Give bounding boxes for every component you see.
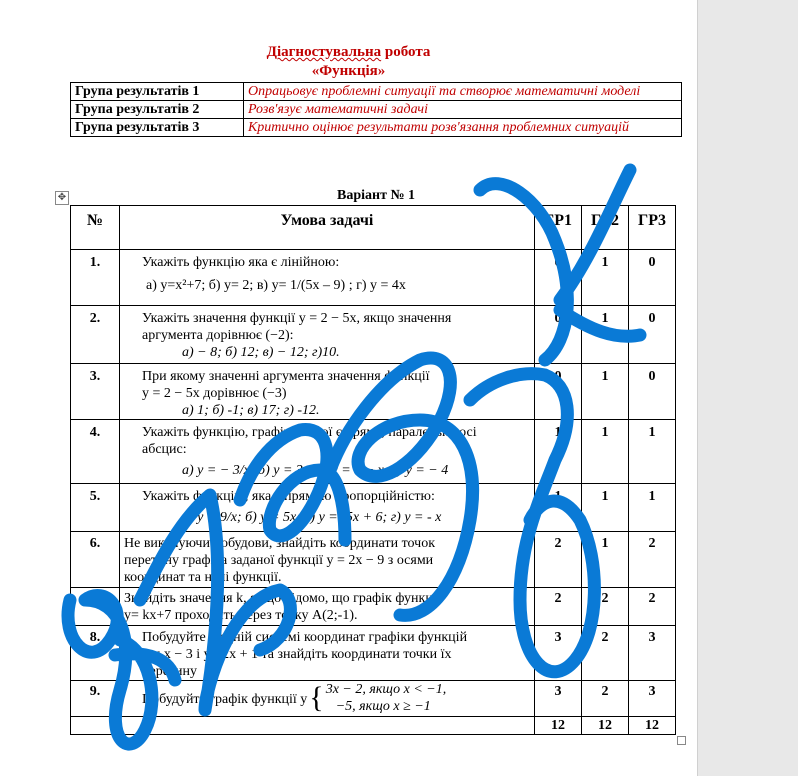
task-g2: 1 — [582, 306, 629, 364]
task-row — [71, 588, 676, 626]
task-g3: 1 — [629, 420, 676, 484]
task-g3: 3 — [629, 681, 676, 717]
task-row — [71, 626, 676, 681]
task-g3: 0 — [629, 250, 676, 306]
task-line: Укажіть функцію, яка є прямою пропорційністю: — [142, 489, 435, 504]
task-num: 2. — [71, 306, 120, 364]
piece-line: −5, якщо x ≥ −1 — [335, 699, 431, 714]
total-g1: 12 — [535, 717, 582, 735]
group-label: Група результатів 2 — [71, 101, 244, 119]
group-row — [71, 119, 682, 137]
task-line: Укажіть значення функції y = 2 − 5x, якщо значення — [142, 311, 452, 326]
task-g2: 1 — [582, 420, 629, 484]
task-g2: 2 — [582, 588, 629, 626]
task-num: 4. — [71, 420, 120, 484]
task-text — [120, 364, 535, 420]
group-value: Розв'язує математичні задачі — [244, 101, 682, 119]
task-text — [120, 588, 535, 626]
task-row — [71, 681, 676, 717]
task-g1: 1 — [535, 420, 582, 484]
task-line: Укажіть функцію яка є лінійною: — [142, 255, 340, 270]
task-g3: 2 — [629, 532, 676, 588]
task-num: 8. — [71, 626, 120, 681]
task-options: а) y = − 3/x; б) y = 3x; в) y = 6 − x; г) y = − 4 — [182, 463, 449, 478]
task-g2: 1 — [582, 364, 629, 420]
task-g1: 1 — [535, 484, 582, 532]
group-label: Група результатів 3 — [71, 119, 244, 137]
header-task: Умова задачі — [120, 206, 535, 250]
task-text — [120, 306, 535, 364]
task-g2: 1 — [582, 532, 629, 588]
tasks-header-row — [71, 206, 676, 250]
title-word2: робота — [384, 44, 431, 60]
task-line: Знайдіть значення k, якщо відомо, що графік функції — [124, 591, 441, 606]
totals-label — [120, 717, 535, 735]
task-g3: 2 — [629, 588, 676, 626]
task-line: координат та нулі функції. — [124, 570, 282, 585]
task-g2: 2 — [582, 681, 629, 717]
task-num: 7. — [71, 588, 120, 626]
doc-title — [0, 44, 697, 61]
group-row — [71, 83, 682, 101]
group-label: Група результатів 1 — [71, 83, 244, 101]
task-text — [120, 626, 535, 681]
totals-row — [71, 717, 676, 735]
header-g1: ГР1 — [535, 206, 582, 250]
task-g1: 3 — [535, 681, 582, 717]
piece-line: 3x − 2, якщо x < −1, — [325, 682, 447, 697]
results-groups-table — [70, 82, 682, 137]
task-text — [120, 420, 535, 484]
task-row — [71, 306, 676, 364]
task-options: а) − 8; б) 12; в) − 12; г)10. — [182, 345, 340, 360]
task-line: При якому значенні аргумента значення функції — [142, 369, 430, 384]
task-options: а) у = 9/x; б) у = 5х; в) у = -5х + 6; г) у = - х — [182, 510, 442, 525]
task-num: 3. — [71, 364, 120, 420]
task-num: 1. — [71, 250, 120, 306]
task-line: перетину графіка заданої функції y = 2x − 9 з осями — [124, 553, 434, 568]
task-line: Побудуйте в одній системі координат графіки функцій — [142, 630, 468, 645]
totals-num — [71, 717, 120, 735]
header-g3: ГР3 — [629, 206, 676, 250]
task-g1: 0 — [535, 364, 582, 420]
task-options: а) 1; б) -1; в) 17; г) -12. — [182, 403, 320, 418]
brace-icon: { — [309, 681, 324, 714]
task-g2: 1 — [582, 484, 629, 532]
task-g1: 0 — [535, 306, 582, 364]
header-g2: ГР2 — [582, 206, 629, 250]
task-g3: 1 — [629, 484, 676, 532]
title-word1: Діагностувальна — [266, 44, 382, 60]
task-line: у = х − 3 і у= 2х + 1 та знайдіть координати точки їх — [142, 647, 452, 662]
task-line: а) у=х²+7; б) у= 2; в) у= 1/(5х – 9) ; г) у = 4х — [146, 278, 406, 293]
task-line: y = 2 − 5x дорівнює (−3) — [142, 386, 287, 401]
task-row — [71, 484, 676, 532]
task-num: 9. — [71, 681, 120, 717]
doc-subtitle: «Функція» — [311, 63, 386, 79]
variant-title: Варіант № 1 — [336, 188, 416, 203]
task-line: аргумента дорівнює (−2): — [142, 328, 294, 343]
task-line: у= kх+7 проходить через точку А(2;-1). — [124, 608, 358, 623]
task-g2: 2 — [582, 626, 629, 681]
task-line: Укажіть функцію, графіком якої є пряма, паралельна осі — [142, 425, 477, 440]
task-g3: 3 — [629, 626, 676, 681]
task-text — [120, 532, 535, 588]
task-line: перетину — [142, 664, 198, 679]
task-row — [71, 420, 676, 484]
task-text — [120, 250, 535, 306]
table-resize-handle[interactable] — [677, 736, 686, 745]
task-line: абсцис: — [142, 442, 187, 457]
group-value: Опрацьовує проблемні ситуації та створює математичні моделі — [244, 83, 682, 101]
task-row — [71, 250, 676, 306]
total-g3: 12 — [629, 717, 676, 735]
task-row — [71, 532, 676, 588]
piecewise-cases — [326, 681, 447, 715]
table-move-handle-icon[interactable]: ✥ — [55, 191, 69, 205]
task-text — [120, 484, 535, 532]
task-g1: 2 — [535, 532, 582, 588]
task-g2: 1 — [582, 250, 629, 306]
task-g3: 0 — [629, 306, 676, 364]
group-value: Критично оцінює результати розв'язання проблемних ситуацій — [244, 119, 682, 137]
task-g1: 2 — [535, 588, 582, 626]
task-line: Побудуйте графік функції y — [142, 691, 308, 707]
group-row — [71, 101, 682, 119]
header-num: № — [71, 206, 120, 250]
task-text — [120, 681, 535, 717]
task-line: Не виконуючи побудови, знайдіть координати точок — [124, 536, 436, 551]
task-num: 6. — [71, 532, 120, 588]
task-num: 5. — [71, 484, 120, 532]
task-row — [71, 364, 676, 420]
task-g1: 3 — [535, 626, 582, 681]
total-g2: 12 — [582, 717, 629, 735]
task-g3: 0 — [629, 364, 676, 420]
task-g1: 0 — [535, 250, 582, 306]
tasks-table — [70, 205, 676, 735]
piecewise-task — [142, 681, 530, 715]
